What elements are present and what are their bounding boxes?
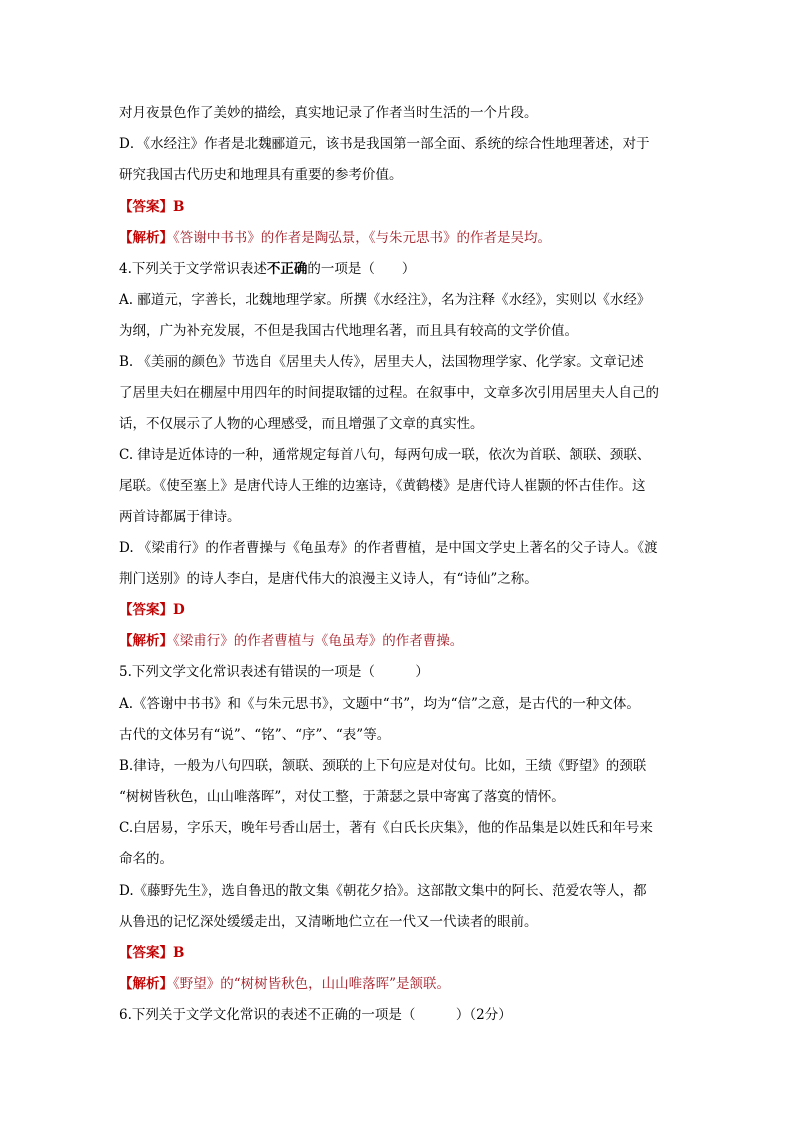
option-a-line: A. 郦道元，字善长，北魏地理学家。所撰《水经注》，名为注释《水经》，实则以《水经》 bbox=[119, 292, 651, 308]
question-4-stem bbox=[119, 259, 415, 279]
analysis-line bbox=[119, 228, 551, 248]
option-d-line: D.《藤野先生》，选自鲁迅的散文集《朝花夕拾》。这部散文集中的阿长、范爱农等人，都 bbox=[119, 883, 647, 899]
option-d-line: D. 《梁甫行》的作者曹操与《龟虽寿》的作者曹植，是中国文学史上著名的父子诗人。《渡 bbox=[119, 540, 658, 556]
analysis-text: 《梁甫行》的作者曹植与《龟虽寿》的作者曹操。 bbox=[173, 633, 464, 649]
text-line: 为纲，广为补充发展，不但是我国古代地理名著，而且具有较高的文学价值。 bbox=[119, 323, 578, 339]
answer-value: B bbox=[173, 945, 185, 961]
answer-label: 【答案】 bbox=[119, 199, 173, 215]
analysis-label: 【解析】 bbox=[119, 976, 173, 992]
answer-line bbox=[119, 197, 184, 217]
option-b-line: B.律诗，一般为八句四联，颔联、颈联的上下句应是对仗句。比如，王绩《野望》的颈联 bbox=[119, 758, 647, 774]
question-4-text-end: 的一项是（ ） bbox=[307, 261, 416, 277]
answer-line bbox=[119, 600, 185, 620]
text-line: 了居里夫妇在棚屋中用四年的时间提取镭的过程。在叙事中，文章多次引用居里夫人自己的 bbox=[119, 385, 659, 401]
question-6-stem: 6.下列关于文学文化常识的表述不正确的一项是（ ）（2分） bbox=[119, 1007, 512, 1023]
question-4-emphasis: 不正确 bbox=[266, 261, 308, 277]
analysis-text: 《野望》的“树树皆秋色，山山唯落晖”是颔联。 bbox=[173, 976, 451, 992]
text-line: 对月夜景色作了美妙的描绘，真实地记录了作者当时生活的一个片段。 bbox=[119, 105, 538, 121]
analysis-text: 《答谢中书书》的作者是陶弘景，《与朱元思书》的作者是吴均。 bbox=[173, 230, 551, 246]
answer-label: 【答案】 bbox=[119, 602, 173, 618]
analysis-label: 【解析】 bbox=[119, 230, 173, 246]
text-line: 古代的文体另有“说”、“铭”、“序”、“表”等。 bbox=[119, 727, 391, 743]
answer-line bbox=[119, 943, 184, 963]
text-line: 从鲁迅的记忆深处缓缓走出，又清晰地伫立在一代又一代读者的眼前。 bbox=[119, 914, 538, 930]
option-a-line: A.《答谢中书书》和《与朱元思书》，文题中“书”，均为“信”之意，是古代的一种文体。 bbox=[119, 696, 640, 712]
text-line: 两首诗都属于律诗。 bbox=[119, 509, 241, 525]
answer-value: B bbox=[173, 199, 185, 215]
text-line: 研究我国古代历史和地理具有重要的参考价值。 bbox=[119, 167, 403, 183]
text-line: 荆门送别》的诗人李白，是唐代伟大的浪漫主义诗人，有“诗仙”之称。 bbox=[119, 571, 538, 587]
option-c-line: C. 律诗是近体诗的一种，通常规定每首八句，每两句成一联，依次为首联、颔联、颈联、 bbox=[119, 447, 651, 463]
text-line: 话，不仅展示了人物的心理感受，而且增强了文章的真实性。 bbox=[119, 416, 484, 432]
answer-label: 【答案】 bbox=[119, 945, 173, 961]
text-line: “树树皆秋色，山山唯落晖”，对仗工整，于萧瑟之景中寄寓了落寞的情怀。 bbox=[119, 789, 565, 805]
analysis-label: 【解析】 bbox=[119, 633, 173, 649]
analysis-line bbox=[119, 974, 450, 994]
option-b-line: B. 《美丽的颜色》节选自《居里夫人传》，居里夫人，法国物理学家、化学家。文章记述 bbox=[119, 354, 644, 370]
answer-value: D bbox=[173, 602, 185, 618]
analysis-line bbox=[119, 631, 463, 651]
option-c-line: C.白居易，字乐天，晚年号香山居士，著有《白氏长庆集》，他的作品集是以姓氏和年号来 bbox=[119, 820, 653, 836]
question-4-text: 4.下列关于文学常识表述 bbox=[119, 261, 267, 277]
text-line: 命名的。 bbox=[119, 851, 173, 867]
option-d-line: D．《水经注》作者是北魏郦道元，该书是我国第一部全面、系统的综合性地理著述，对于 bbox=[119, 136, 650, 152]
question-5-stem: 5.下列文学文化常识表述有错误的一项是（ ） bbox=[119, 664, 429, 680]
text-line: 尾联。《使至塞上》是唐代诗人王维的边塞诗，《黄鹤楼》是唐代诗人崔颢的怀古佳作。这 bbox=[119, 478, 646, 494]
